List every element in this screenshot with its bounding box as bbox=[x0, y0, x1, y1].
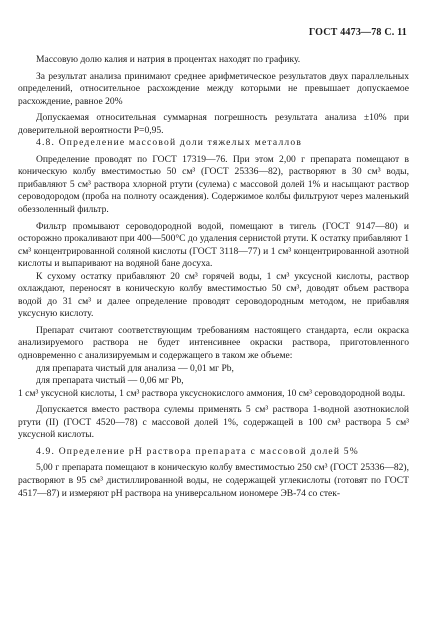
paragraph-relative-error: Допускаемая относительная суммарная погрешность результата анализа ±10% при доверительной вероятности P=0,95. bbox=[18, 112, 409, 136]
paragraph-graph-result: Массовую долю калия и натрия в процентах находят по графику. bbox=[36, 54, 301, 65]
document-body bbox=[18, 54, 409, 500]
section-heading-4-8: 4.8. Определение массовой доли тяжелых металлов bbox=[36, 137, 303, 149]
paragraph-mercury-alternative: Допускается вместо раствора сулемы применять 5 см³ раствора 1-водной азотнокислой ртути (II) (ГОСТ 4520—78) с массовой долей 1%, содержащей в 100 см³ раствора 5 см³ уксусной кислоты. bbox=[18, 404, 409, 441]
page-header: ГОСТ 4473—78 С. 11 bbox=[308, 27, 407, 38]
paragraph-analysis-result: За результат анализа принимают среднее арифметическое результатов двух параллельных определений, относительное расхождение между которыми не превышает допускаемое расхождение, равное 20% bbox=[18, 70, 409, 107]
paragraph-ph-method: 5,00 г препарата помещают в коническую колбу вместимостью 250 см³ (ГОСТ 25336—82), растворяют в 95 см³ дистиллированной воды, не содержащей углекислоты (готовят по ГОСТ 4517—87) и измеряют pH раствора на универсальном иономере ЭВ-74 со стек- bbox=[18, 462, 409, 499]
list-item-analysis-grade: для препарата чистый для анализа — 0,01 мг Pb, bbox=[36, 362, 234, 374]
paragraph-dry-residue: К сухому остатку прибавляют 20 см³ горячей воды, 1 см³ уксусной кислоты, раствор охлаждают, переносят в коническую колбу вместимостью 50 см³, доводят объем раствора водой до 31 см³ и далее определение проводят сероводородным методом, не прибавляя уксусную кислоту. bbox=[18, 270, 409, 320]
paragraph-reagents: 1 см³ уксусной кислоты, 1 см³ раствора уксуснокислого аммония, 10 см³ сероводородной воды. bbox=[18, 387, 406, 399]
paragraph-heavy-metals-method: Определение проводят по ГОСТ 17319—76. При этом 2,00 г препарата помещают в коническую колбу вместимостью 50 см³ (ГОСТ 25336—82), растворяют в 30 см³ воды, прибавляют 5 см³ раствора хлорной ртути (сулема) с массовой долей 1% и насыщают раствор сероводородом (проба на полноту осаждения). Содержимое колбы фильтруют через маленький обеззоленный фильтр. bbox=[18, 153, 409, 216]
paragraph-acceptance-criteria: Препарат считают соответствующим требованиям настоящего стандарта, если окраска анализируемого раствора не будет интенсивнее окраски раствора, приготовленного одновременно с анализируемым и содержащего в таком же объеме: bbox=[18, 324, 409, 362]
section-heading-4-9: 4.9. Определение pH раствора препарата с массовой долей 5% bbox=[36, 445, 359, 457]
list-item-pure-grade: для препарата чистый — 0,06 мг Pb, bbox=[36, 375, 184, 387]
paragraph-filter-washing: Фильтр промывают сероводородной водой, помещают в тигель (ГОСТ 9147—80) и осторожно прокаливают при 400—500°С до удаления сернистой ртути. К остатку прибавляют 1 см³ концентрированной соляной кислоты (ГОСТ 3118—77) и 1 см³ концентрированной азотной кислоты и выпаривают на водяной бане досуха. bbox=[18, 220, 410, 270]
